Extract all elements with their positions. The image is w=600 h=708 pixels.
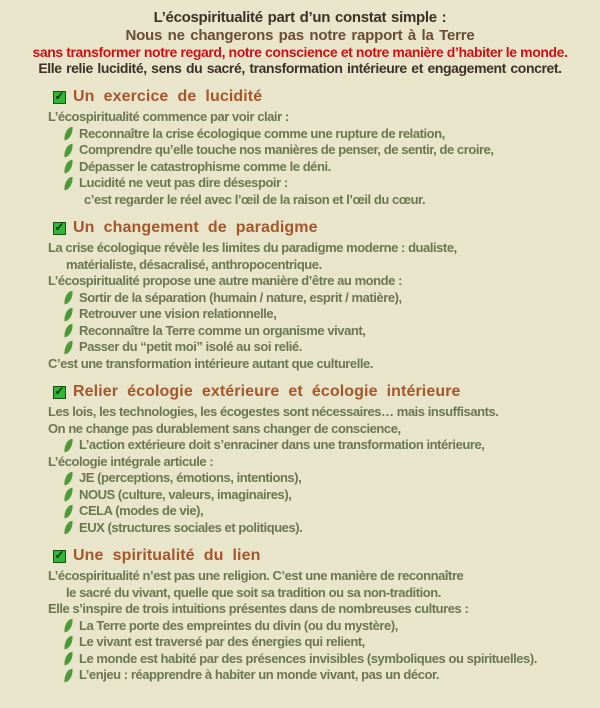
leaf-icon: [64, 307, 74, 321]
list-item: [64, 503, 600, 520]
leaf-icon: [64, 438, 74, 452]
checkbox-icon: ✓: [54, 548, 65, 562]
checkbox-icon: ✓: [54, 89, 65, 103]
list-item-text: L’enjeu : réapprendre à habiter un monde vivant, pas un décor.: [79, 667, 440, 682]
list-item: [64, 126, 600, 143]
leaf-icon: [64, 143, 74, 157]
paragraph: On ne change pas durablement sans changer de conscience,: [48, 420, 401, 436]
list-item-text: EUX (structures sociales et politiques).: [79, 519, 303, 535]
list-item: [64, 290, 600, 307]
leaf-icon: [64, 127, 74, 141]
list-item-text: L’action extérieure doit s’enraciner dans une transformation intérieure,: [79, 437, 485, 452]
section-title: Un changement de paradigme: [73, 219, 318, 236]
leaf-icon: [64, 619, 74, 633]
list-item: [64, 651, 600, 668]
section-title: Relier écologie extérieure et écologie intérieure: [73, 383, 461, 400]
leaf-icon: [64, 504, 74, 518]
checkbox-icon: ✓: [54, 220, 65, 234]
list-item: [64, 142, 600, 159]
list-item-text: CELA (modes de vie),: [79, 503, 204, 518]
paragraph: L’écospiritualité n’est pas une religion. C’est une manière de reconnaître: [48, 568, 464, 583]
list-item: [64, 634, 600, 651]
paragraph: C’est une transformation intérieure autant que culturelle.: [48, 355, 373, 371]
document-header: [0, 0, 600, 77]
list-item: [64, 323, 600, 340]
list-item-text: Passer du “petit moi” isolé au soi relié.: [79, 339, 302, 354]
leaf-icon: [64, 340, 74, 354]
list-item: [64, 339, 600, 356]
leaf-icon: [64, 635, 74, 649]
paragraph-continuation: matérialiste, désacralisé, anthropocentrique.: [66, 256, 322, 272]
list-item-text: Comprendre qu’elle touche nos manières de penser, de sentir, de croire,: [79, 142, 494, 157]
list-item: [64, 520, 600, 537]
leaf-icon: [64, 176, 74, 190]
leaf-icon: [64, 488, 74, 502]
list-item-text: Reconnaître la Terre comme un organisme vivant,: [79, 322, 366, 338]
section-exercice-lucidite: [0, 88, 600, 208]
list-item-text: Dépasser le catastrophisme comme le déni.: [79, 158, 331, 174]
paragraph-continuation: le sacré du vivant, quelle que soit sa tradition ou sa non-tradition.: [66, 584, 441, 600]
leaf-icon: [64, 291, 74, 305]
leaf-icon: [64, 668, 74, 682]
section-title: Un exercice de lucidité: [73, 88, 263, 105]
header-line-1: L’écospiritualité part d’un constat simple :: [153, 9, 447, 26]
leaf-icon: [64, 160, 74, 174]
list-item: [64, 470, 600, 487]
section-title: Une spiritualité du lien: [73, 547, 261, 564]
list-item-text: JE (perceptions, émotions, intentions),: [79, 470, 302, 485]
section-spiritualite-du-lien: [0, 547, 600, 684]
header-line-3-emphasis: sans transformer notre regard, notre conscience et notre manière d’habiter le monde.: [32, 44, 568, 60]
checkbox-icon: ✓: [54, 384, 65, 398]
section-heading: [53, 219, 600, 237]
paragraph: L’écospiritualité commence par voir clair :: [48, 109, 289, 124]
leaf-icon: [64, 652, 74, 666]
section-changement-paradigme: [0, 219, 600, 372]
list-item: [64, 667, 600, 684]
list-item-text: Sortir de la séparation (humain / nature, esprit / matière),: [79, 289, 402, 305]
header-line-4: Elle relie lucidité, sens du sacré, transformation intérieure et engagement concret.: [38, 60, 562, 76]
list-item-text: Le monde est habité par des présences invisibles (symboliques ou spirituelles).: [79, 650, 537, 666]
list-item: [64, 159, 600, 176]
list-item-continuation: c’est regarder le réel avec l’œil de la raison et l’œil du cœur.: [84, 191, 426, 207]
section-heading: [53, 547, 600, 565]
list-item-text: Reconnaître la crise écologique comme une rupture de relation,: [79, 125, 445, 141]
list-item: [64, 175, 600, 192]
paragraph: L’écospiritualité propose une autre manière d’être au monde :: [48, 273, 402, 288]
list-item: [64, 437, 600, 454]
list-item: [64, 618, 600, 635]
leaf-icon: [64, 324, 74, 338]
leaf-icon: [64, 521, 74, 535]
list-item-text: Lucidité ne veut pas dire désespoir :: [79, 175, 288, 190]
list-item-text: NOUS (culture, valeurs, imaginaires),: [79, 486, 292, 502]
section-heading: [53, 88, 600, 106]
section-relier-ecologies: [0, 383, 600, 536]
leaf-icon: [64, 471, 74, 485]
list-item: [64, 306, 600, 323]
header-line-2: Nous ne changerons pas notre rapport à la Terre: [125, 27, 475, 44]
list-item-text: La Terre porte des empreintes du divin (ou du mystère),: [79, 617, 398, 633]
paragraph: La crise écologique révèle les limites du paradigme moderne : dualiste,: [48, 240, 457, 255]
list-item: [64, 487, 600, 504]
section-heading: [53, 383, 600, 401]
list-item-text: Retrouver une vision relationnelle,: [79, 306, 277, 321]
paragraph: Les lois, les technologies, les écogestes sont nécessaires… mais insuffisants.: [48, 404, 499, 419]
paragraph: L’écologie intégrale articule :: [48, 453, 214, 469]
paragraph: Elle s’inspire de trois intuitions présentes dans de nombreuses cultures :: [48, 601, 469, 616]
list-item-text: Le vivant est traversé par des énergies qui relient,: [79, 634, 365, 649]
